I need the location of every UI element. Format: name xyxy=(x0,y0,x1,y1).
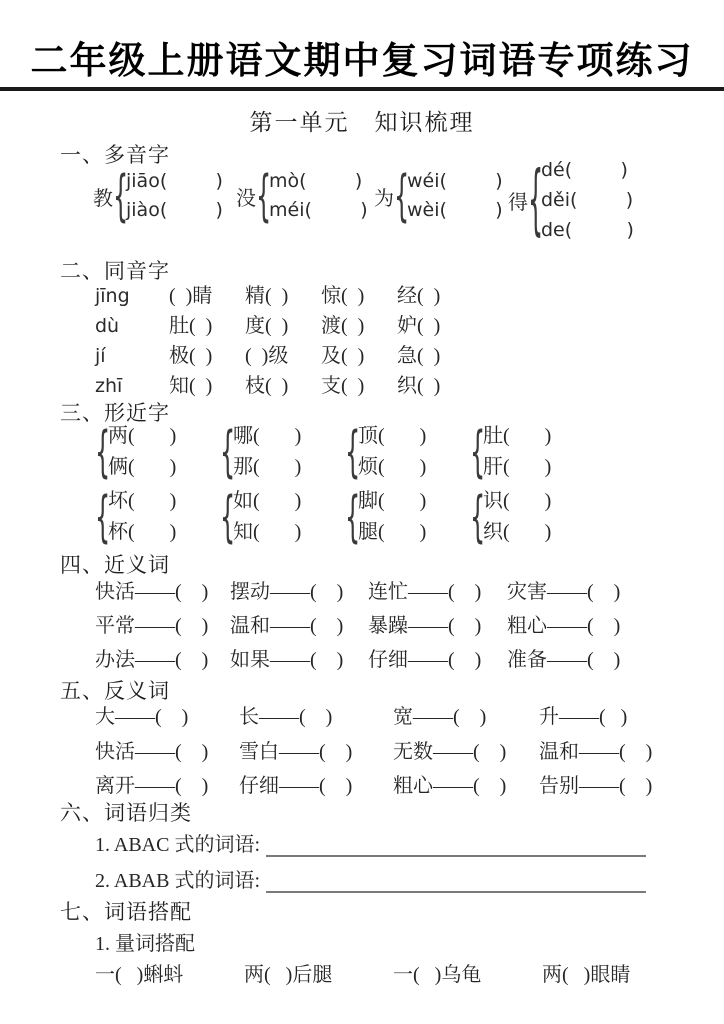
antonym-item: 告别——( ) xyxy=(539,775,653,797)
answer-blank-line xyxy=(266,867,646,893)
synonym-item: 如果——( ) xyxy=(230,649,344,671)
homophone-cell: 及( ) xyxy=(321,345,365,367)
synonym-item: 平常——( ) xyxy=(95,615,209,637)
pinyin-label: dù xyxy=(95,315,120,337)
synonym-row xyxy=(95,576,620,610)
lookalike-group xyxy=(220,486,345,548)
reading-blank: mò( ) xyxy=(269,170,363,192)
answer-blank-line xyxy=(266,831,646,857)
categorize-label: 2. ABAB 式的词语: xyxy=(95,870,261,892)
synonym-item: 仔细——( ) xyxy=(368,649,482,671)
left-brace-icon: { xyxy=(95,419,111,485)
lookalike-blank: 织( ) xyxy=(483,521,552,543)
synonym-row xyxy=(95,644,620,678)
homophone-cell: 枝( ) xyxy=(245,375,289,397)
pinyin-label: jí xyxy=(95,345,106,367)
reading-blank: jiāo( ) xyxy=(126,170,223,192)
homophone-cell: 极( ) xyxy=(169,345,213,367)
left-brace-icon: { xyxy=(528,155,544,245)
left-brace-icon: { xyxy=(113,163,129,229)
lookalike-blank: 肚( ) xyxy=(483,425,552,447)
reading-blank: dé( ) xyxy=(541,159,628,181)
lookalike-blank: 坏( ) xyxy=(108,490,177,512)
left-brace-icon: { xyxy=(470,484,486,550)
polyphonic-char: 没 xyxy=(236,187,256,210)
left-brace-icon: { xyxy=(345,419,361,485)
homophone-cell: 度( ) xyxy=(245,315,289,337)
reading-blank: děi( ) xyxy=(541,189,634,211)
reading-blank: jiào( ) xyxy=(126,199,223,221)
reading-blank: méi( ) xyxy=(269,199,368,221)
antonym-item: 仔细——( ) xyxy=(239,775,353,797)
polyphonic-group xyxy=(508,155,634,245)
left-brace-icon: { xyxy=(220,484,236,550)
section-heading-synonyms: 四、近义词 xyxy=(60,553,170,577)
homophone-cell: 织( ) xyxy=(397,375,441,397)
lookalike-group xyxy=(345,486,470,548)
polyphonic-group xyxy=(374,163,503,229)
homophone-cell: 精( ) xyxy=(245,285,289,307)
antonym-item: 宽——( ) xyxy=(393,706,487,728)
lookalike-group xyxy=(95,486,220,548)
section-heading-categorize: 六、词语归类 xyxy=(60,801,192,825)
reading-blank: wèi( ) xyxy=(407,199,503,221)
synonym-item: 连忙——( ) xyxy=(368,581,482,603)
antonym-item: 雪白——( ) xyxy=(239,740,353,763)
lookalike-blank: 肝( ) xyxy=(483,456,552,478)
homophone-row xyxy=(95,341,440,371)
lookalike-blank: 知( ) xyxy=(233,521,302,543)
synonym-item: 办法——( ) xyxy=(95,649,209,671)
lookalike-row xyxy=(95,486,595,548)
section-heading-collocation: 七、词语搭配 xyxy=(60,900,192,924)
antonym-item: 长——( ) xyxy=(239,706,333,728)
lookalike-group xyxy=(95,421,220,483)
antonym-item: 无数——( ) xyxy=(393,740,507,763)
homophone-cell: ( )睛 xyxy=(169,285,213,307)
homophone-cell: 经( ) xyxy=(397,285,441,307)
lookalike-group xyxy=(345,421,470,483)
synonyms-list xyxy=(95,576,620,678)
polyphonic-group xyxy=(236,163,368,229)
polyphonic-group xyxy=(93,163,223,229)
lookalike-group xyxy=(470,421,595,483)
pinyin-label: jīng xyxy=(95,285,130,307)
left-brace-icon: { xyxy=(394,163,410,229)
synonym-item: 摆动——( ) xyxy=(230,581,344,603)
synonym-item: 温和——( ) xyxy=(230,615,344,637)
collocation-item: 一( )乌龟 xyxy=(393,964,482,986)
lookalike-group xyxy=(220,421,345,483)
antonyms-list xyxy=(95,701,652,805)
lookalike-blank: 如( ) xyxy=(233,490,302,512)
unit-subtitle: 第一单元 知识梳理 xyxy=(249,110,475,135)
lookalike-blank: 那( ) xyxy=(233,456,302,478)
section-heading-lookalike: 三、形近字 xyxy=(60,401,170,425)
collocation-item: 一( )蝌蚪 xyxy=(95,964,184,986)
homophones-table xyxy=(95,281,440,401)
title-divider xyxy=(0,87,724,91)
lookalike-row xyxy=(95,421,595,483)
antonym-item: 温和——( ) xyxy=(539,740,653,763)
section-heading-antonyms: 五、反义词 xyxy=(60,679,170,703)
left-brace-icon: { xyxy=(345,484,361,550)
synonym-item: 灾害——( ) xyxy=(507,581,621,603)
pinyin-label: zhī xyxy=(95,375,123,397)
antonym-row xyxy=(95,736,652,771)
reading-blank: de( ) xyxy=(541,219,634,241)
lookalike-blank: 腿( ) xyxy=(358,521,427,543)
polyphonic-char: 教 xyxy=(93,187,113,210)
lookalike-blank: 两( ) xyxy=(108,425,177,447)
lookalike-blank: 杯( ) xyxy=(108,521,177,543)
collocation-item: 两( )眼睛 xyxy=(542,964,631,986)
left-brace-icon: { xyxy=(95,484,111,550)
lookalike-blank: 顶( ) xyxy=(358,425,427,447)
antonym-item: 升——( ) xyxy=(539,706,628,728)
synonym-item: 准备——( ) xyxy=(507,649,621,671)
synonym-row xyxy=(95,610,620,644)
lookalike-blank: 脚( ) xyxy=(358,490,427,512)
reading-blank: wéi( ) xyxy=(407,170,503,192)
homophone-cell: 妒( ) xyxy=(397,315,441,337)
section-heading-homophones: 二、同音字 xyxy=(60,259,170,283)
page-title: 二年级上册语文期中复习词语专项练习 xyxy=(30,40,694,81)
synonym-item: 暴躁——( ) xyxy=(368,615,482,637)
categorize-item xyxy=(95,864,646,893)
antonym-item: 快活——( ) xyxy=(95,740,209,763)
lookalike-group xyxy=(470,486,595,548)
homophone-cell: 知( ) xyxy=(169,375,213,397)
homophone-row xyxy=(95,311,440,341)
antonym-item: 粗心——( ) xyxy=(393,775,507,797)
homophone-cell: 支( ) xyxy=(321,375,365,397)
collocation-row xyxy=(95,958,630,987)
homophone-cell: 肚( ) xyxy=(169,315,213,337)
antonym-row xyxy=(95,701,652,736)
lookalike-blank: 俩( ) xyxy=(108,456,177,478)
lookalike-blank: 哪( ) xyxy=(233,425,302,447)
categorize-item xyxy=(95,828,646,857)
left-brace-icon: { xyxy=(470,419,486,485)
left-brace-icon: { xyxy=(220,419,236,485)
lookalike-blank: 烦( ) xyxy=(358,456,427,478)
collocation-subheading: 1. 量词搭配 xyxy=(95,933,195,955)
antonym-item: 离开——( ) xyxy=(95,775,209,797)
section-heading-polyphonic: 一、多音字 xyxy=(60,143,170,167)
homophone-cell: 渡( ) xyxy=(321,315,365,337)
categorize-label: 1. ABAC 式的词语: xyxy=(95,834,261,856)
synonym-item: 快活——( ) xyxy=(95,581,209,603)
homophone-cell: ( )级 xyxy=(245,345,289,367)
polyphonic-char: 得 xyxy=(508,191,528,214)
lookalike-blank: 识( ) xyxy=(483,490,552,512)
antonym-item: 大——( ) xyxy=(95,706,189,728)
homophone-row xyxy=(95,281,440,311)
collocation-item: 两( )后腿 xyxy=(244,964,333,986)
polyphonic-char: 为 xyxy=(374,187,394,210)
left-brace-icon: { xyxy=(256,163,272,229)
homophone-cell: 急( ) xyxy=(397,345,441,367)
homophone-cell: 惊( ) xyxy=(321,285,365,307)
synonym-item: 粗心——( ) xyxy=(507,615,621,637)
